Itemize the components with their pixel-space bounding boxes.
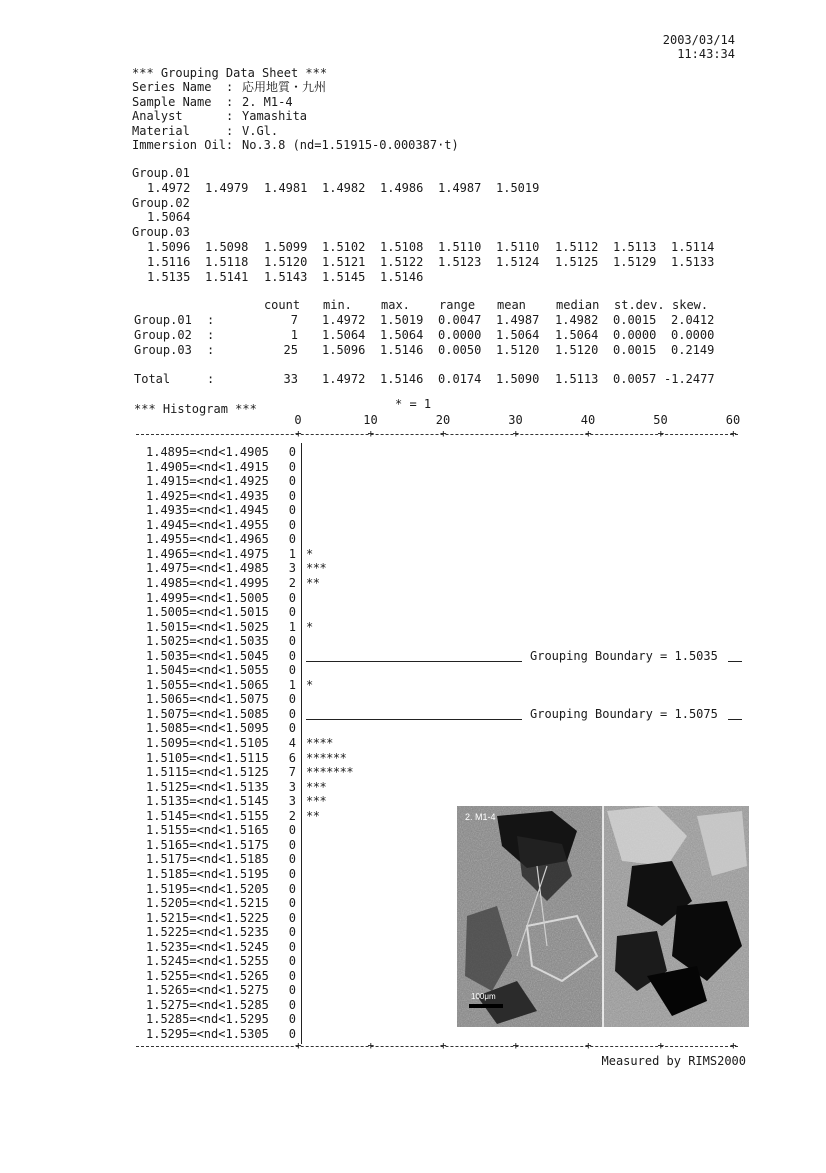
stats-cell: 0.0174 [438,372,482,386]
bin-range: 1.5185=<nd<1.5195 [146,866,269,881]
stats-header: min. [323,298,352,312]
axis-tick-mark: + [585,427,592,440]
axis-tick-mark: + [295,1039,302,1052]
axis-tick-mark: + [440,427,447,440]
stats-header: skew. [672,298,709,312]
bin-range: 1.5135=<nd<1.5145 [146,794,269,809]
stats-cell: 7 [290,313,298,327]
bin-range: 1.5295=<nd<1.5305 [146,1027,269,1041]
stats-cell: 1.4972 [322,313,366,327]
stats-header: mean [497,298,526,312]
microscope-photo [457,806,749,1027]
bin-stars: ****** [306,750,347,765]
bin-count: 2 [288,575,296,590]
axis-tick-mark: + [512,1039,520,1052]
bin-count: 0 [288,706,296,721]
group-value: 1.5116 [147,254,191,269]
axis-tick-mark: + [295,427,302,440]
histogram-row [0,678,826,693]
axis-tick-label: 40 [580,413,596,427]
report-time: 11:43:34 [677,47,735,61]
meta-colon: : [226,80,234,94]
histogram-row [0,561,826,576]
bin-count: 1 [288,546,296,561]
bin-count: 0 [288,459,296,474]
bin-range: 1.5195=<nd<1.5205 [146,881,269,896]
stats-header: median [556,298,600,312]
bin-count: 0 [288,968,296,983]
stats-cell: 1.5090 [496,372,540,386]
bin-count: 2 [288,808,296,823]
bin-stars: *** [306,779,327,794]
bin-range: 1.5225=<nd<1.5235 [146,925,269,940]
bin-count: 3 [288,779,296,794]
stats-cell: 2.0412 [671,313,715,327]
group-value: 1.5146 [380,269,424,284]
bin-count: 0 [288,852,296,867]
bin-count: 0 [288,517,296,532]
stats-row-name: Total [134,372,171,386]
bin-count: 0 [288,605,296,620]
stats-cell: 1.5019 [380,313,424,327]
bin-stars: * [306,546,313,561]
bin-count: 0 [288,939,296,954]
boundary-line [306,661,522,662]
axis-tick-mark: + [367,427,375,440]
bin-range: 1.5105=<nd<1.5115 [146,750,269,765]
meta-label: Analyst [132,109,183,123]
group-value: 1.5113 [613,240,657,254]
group-value: 1.5098 [205,240,249,254]
bin-count: 0 [288,474,296,489]
stats-cell: 1.4982 [555,313,599,327]
group-name: Group.01 [132,166,190,180]
stats-cell: 1.5064 [496,328,540,342]
stats-cell: 1.5146 [380,343,424,357]
meta-label: Sample Name [132,94,212,109]
group-value: 1.4981 [264,180,308,195]
group-value: 1.5123 [438,254,482,269]
stats-cell: 33 [283,372,298,386]
stats-cell: 0.0050 [438,343,482,357]
bin-count: 0 [288,1027,296,1041]
bin-range: 1.5015=<nd<1.5025 [146,619,269,634]
bin-count: 0 [288,532,296,547]
axis-tick-mark: + [367,1039,375,1052]
histogram-row [0,634,826,649]
histogram-row [0,518,826,533]
stats-row-name: Group.02 [134,328,192,342]
axis-tick-label: 20 [435,413,451,427]
stats-header: range [439,298,476,312]
histogram-row [0,591,826,606]
bin-count: 0 [288,866,296,881]
meta-value: V.Gl. [242,123,279,138]
axis-tick-mark: + [657,1039,665,1052]
histogram-row [0,576,826,591]
stats-cell: 0.2149 [671,343,715,357]
group-value: 1.4986 [380,180,424,195]
bin-count: 7 [288,765,296,780]
stats-row-sep: : [207,328,215,342]
bin-count: 0 [288,648,296,663]
group-value: 1.5110 [438,240,482,254]
histogram-title: *** Histogram *** [134,402,257,416]
bin-count: 0 [288,445,296,459]
axis-tick-mark: + [585,1039,592,1052]
bin-range: 1.5115=<nd<1.5125 [146,765,269,780]
bin-range: 1.5085=<nd<1.5095 [146,721,269,736]
boundary-line-tail [728,661,742,662]
bin-range: 1.5025=<nd<1.5035 [146,634,269,649]
axis-tick-label: 60 [725,413,741,427]
bin-count: 0 [288,634,296,649]
stats-row-sep: : [207,372,215,386]
histogram-row [0,721,826,736]
histogram-row [0,751,826,766]
stats-cell: 1.5096 [322,343,366,357]
meta-colon: : [226,109,234,123]
stats-cell: 1.5120 [496,343,540,357]
histogram-scale-note: * = 1 [395,397,432,411]
axis-tick-label: 30 [508,413,523,427]
bin-stars: **** [306,736,333,750]
bin-count: 0 [288,837,296,852]
axis-tick-label: 50 [653,413,668,427]
group-value: 1.5122 [380,254,424,269]
bin-count: 0 [288,881,296,896]
bin-count: 3 [288,794,296,809]
group-name: Group.02 [132,195,190,210]
stats-cell: 1.5064 [555,328,599,342]
group-value: 1.5110 [496,240,540,254]
boundary-label: Grouping Boundary = 1.5075 [530,706,718,721]
group-value: 1.4972 [147,180,191,195]
histogram-row [0,474,826,489]
group-value: 1.5112 [555,240,599,254]
stats-row-sep: : [207,313,215,327]
bin-range: 1.5265=<nd<1.5275 [146,983,269,998]
measured-by: Measured by RIMS2000 [601,1054,746,1068]
group-value: 1.5118 [205,254,249,269]
bin-count: 0 [288,997,296,1012]
sheet-title: *** Grouping Data Sheet *** [132,66,328,80]
meta-colon: : [226,123,234,138]
photo-scale-bar-label: 100μm [471,992,496,1001]
meta-value: No.3.8 (nd=1.51915-0.000387·t) [242,138,459,152]
bin-count: 0 [288,692,296,707]
group-value: 1.5125 [555,254,599,269]
boundary-label: Grouping Boundary = 1.5035 [530,648,718,663]
histogram-row [0,620,826,635]
group-value: 1.5129 [613,254,657,269]
bin-range: 1.4985=<nd<1.4995 [146,575,269,590]
stats-cell: 0.0000 [438,328,482,342]
bin-stars: ** [306,575,320,590]
histogram-row [0,780,826,795]
stats-header: st.dev. [614,298,665,312]
bin-count: 0 [288,910,296,925]
bin-count: 0 [288,721,296,736]
group-value: 1.5133 [671,254,715,269]
group-value: 1.4982 [322,180,366,195]
histogram-row [0,532,826,547]
stats-cell: 1.5064 [322,328,366,342]
stats-cell: 0.0015 [613,313,657,327]
histogram-row [0,736,826,751]
histogram-row [0,503,826,518]
axis-tick-mark: + [512,427,520,440]
stats-cell: 0.0057 [613,372,657,386]
bin-count: 0 [288,983,296,998]
bin-range: 1.4935=<nd<1.4945 [146,503,269,518]
axis-line [136,1046,738,1047]
group-value: 1.5096 [147,240,191,254]
group-value: 1.5108 [380,240,424,254]
stats-header: max. [381,298,410,312]
histogram-row [0,605,826,620]
group-value: 1.5124 [496,254,540,269]
meta-value: 2. M1-4 [242,94,293,109]
bin-count: 6 [288,750,296,765]
histogram-row [0,1027,826,1042]
bin-range: 1.4955=<nd<1.4965 [146,532,269,547]
histogram-row [0,547,826,562]
bin-stars: *** [306,561,327,576]
bin-count: 0 [288,1012,296,1027]
report-date: 2003/03/14 [662,33,735,47]
meta-label: Series Name [132,80,212,94]
group-value: 1.5143 [264,269,308,284]
bin-count: 0 [288,663,296,678]
stats-cell: 0.0000 [613,328,657,342]
bin-range: 1.5065=<nd<1.5075 [146,692,269,707]
meta-value: Yamashita [242,109,308,123]
bin-count: 0 [288,896,296,911]
stats-row-name: Group.01 [134,313,192,327]
stats-cell: -1.2477 [664,372,715,386]
bin-range: 1.4965=<nd<1.4975 [146,546,269,561]
bin-count: 0 [288,823,296,838]
bin-count: 0 [288,954,296,969]
bin-stars: *** [306,794,327,809]
meta-colon: : [226,94,234,109]
bin-range: 1.5075=<nd<1.5085 [146,706,269,721]
bin-range: 1.5215=<nd<1.5225 [146,910,269,925]
stats-cell: 1.4987 [496,313,540,327]
bin-range: 1.5125=<nd<1.5135 [146,779,269,794]
group-value: 1.4979 [205,180,249,195]
bin-range: 1.4915=<nd<1.4925 [146,474,269,489]
bin-range: 1.4905=<nd<1.4915 [146,459,269,474]
bin-stars: ** [306,808,320,823]
bin-range: 1.5245=<nd<1.5255 [146,954,269,969]
bin-range: 1.5255=<nd<1.5265 [146,968,269,983]
group-value: 1.5145 [322,269,366,284]
boundary-line-tail [728,719,742,720]
meta-label: Immersion Oil: [132,138,234,152]
group-value: 1.5099 [264,240,308,254]
axis-tick-mark: + [730,427,737,440]
bin-count: 0 [288,590,296,605]
group-value: 1.5019 [496,180,540,195]
bin-stars: * [306,619,313,634]
histogram-row [0,445,826,460]
group-value: 1.5064 [147,210,191,225]
bin-range: 1.5175=<nd<1.5185 [146,852,269,867]
stats-cell: 1.5146 [380,372,424,386]
bin-range: 1.4895=<nd<1.4905 [146,445,269,459]
group-value: 1.5114 [671,240,715,254]
bin-range: 1.5165=<nd<1.5175 [146,837,269,852]
group-value: 1.5121 [322,254,366,269]
bin-count: 3 [288,561,296,576]
bin-range: 1.5285=<nd<1.5295 [146,1012,269,1027]
photo-label: 2. M1-4 [465,812,496,822]
axis-tick-mark: + [730,1039,737,1052]
stats-row-sep: : [207,343,215,357]
stats-header: count [263,298,301,312]
microscope-photo-image [457,806,749,1027]
meta-label: Material [132,123,190,138]
stats-cell: 1.5113 [555,372,599,386]
bin-count: 0 [288,925,296,940]
group-value: 1.5141 [205,269,249,284]
bin-count: 1 [288,677,296,692]
group-name: Group.03 [132,225,190,240]
bin-range: 1.4945=<nd<1.4955 [146,517,269,532]
group-value: 1.4987 [438,180,482,195]
axis-tick-mark: + [657,427,665,440]
stats-cell: 1.4972 [322,372,366,386]
histogram-row [0,692,826,707]
stats-cell: 1 [290,328,298,342]
bin-range: 1.5235=<nd<1.5245 [146,939,269,954]
stats-cell: 0.0015 [613,343,657,357]
axis-line [136,434,738,435]
bin-count: 1 [288,619,296,634]
bin-range: 1.4975=<nd<1.4985 [146,561,269,576]
stats-cell: 0.0047 [438,313,482,327]
group-value: 1.5102 [322,240,366,254]
stats-cell: 1.5064 [380,328,424,342]
bin-count: 0 [288,488,296,503]
bin-range: 1.5145=<nd<1.5155 [146,808,269,823]
bin-stars: ******* [306,765,354,780]
bin-count: 0 [288,503,296,518]
bin-range: 1.5045=<nd<1.5055 [146,663,269,678]
bin-range: 1.4925=<nd<1.4935 [146,488,269,503]
boundary-line [306,719,522,720]
axis-tick-mark: + [440,1039,447,1052]
stats-cell: 1.5120 [555,343,599,357]
bin-stars: * [306,677,313,692]
bin-range: 1.5055=<nd<1.5065 [146,677,269,692]
histogram-row [0,663,826,678]
stats-cell: 25 [283,343,298,357]
bin-count: 4 [288,736,296,750]
meta-value: 応用地質・九州 [242,80,327,94]
histogram-row [0,460,826,475]
group-value: 1.5120 [264,254,308,269]
bin-range: 1.5155=<nd<1.5165 [146,823,269,838]
histogram-row [0,489,826,504]
histogram-vertical-axis [301,443,302,1044]
bin-range: 1.5005=<nd<1.5015 [146,605,269,620]
bin-range: 1.5275=<nd<1.5285 [146,997,269,1012]
bin-range: 1.5035=<nd<1.5045 [146,648,269,663]
bin-range: 1.5205=<nd<1.5215 [146,896,269,911]
axis-tick-label: 0 [294,413,302,427]
bin-range: 1.4995=<nd<1.5005 [146,590,269,605]
group-value: 1.5135 [147,269,191,284]
bin-range: 1.5095=<nd<1.5105 [146,736,269,750]
stats-row-name: Group.03 [134,343,192,357]
stats-cell: 0.0000 [671,328,715,342]
axis-tick-label: 10 [363,413,378,427]
histogram-row [0,765,826,780]
